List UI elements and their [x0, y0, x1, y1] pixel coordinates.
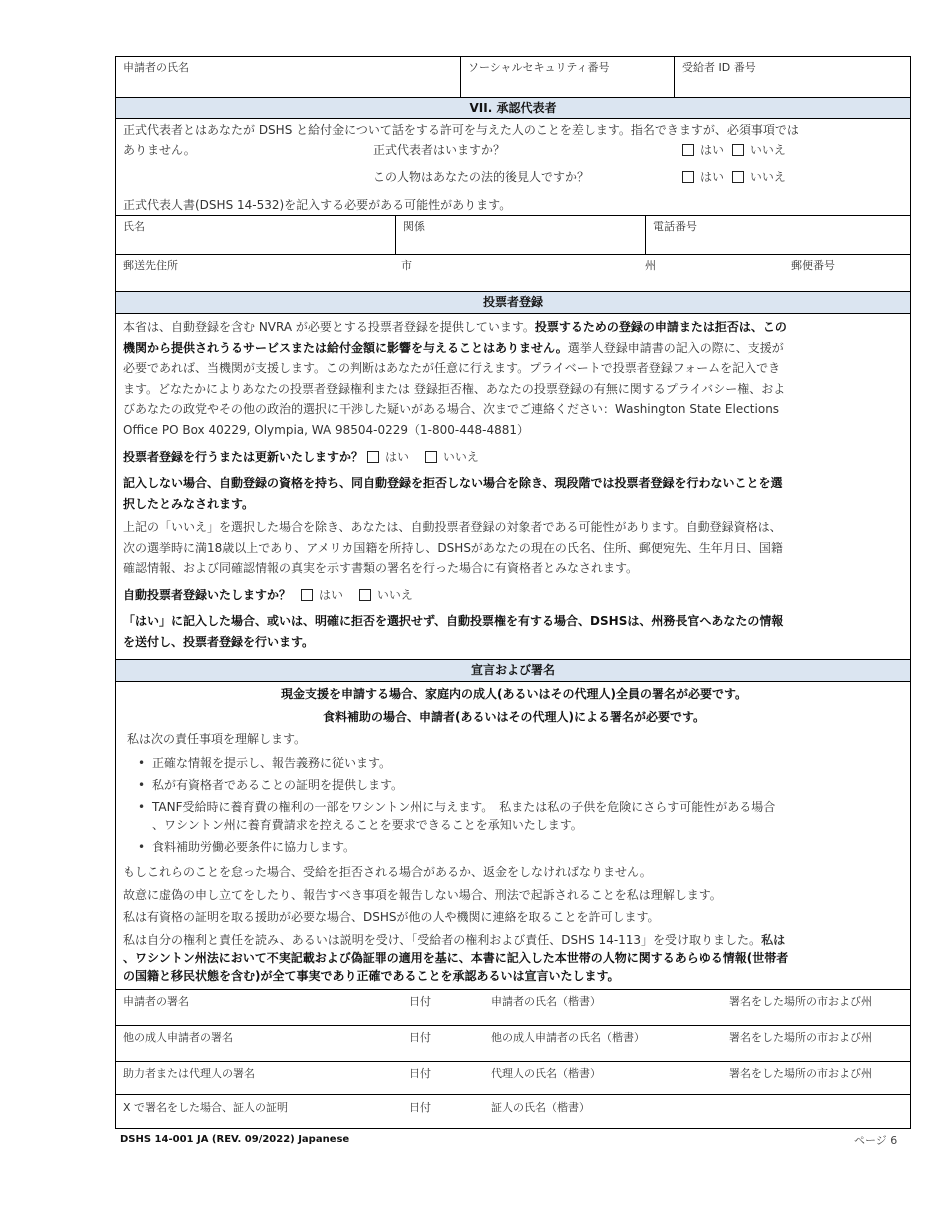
rep-city-label: 市 [401, 259, 412, 272]
rep-name-field[interactable] [116, 216, 395, 254]
cash-signature-requirement: 現金支援を申請する場合、家庭内の成人(あるいはその代理人)全員の署名が必要です。 [280, 687, 747, 701]
statement-refusal: もしこれらのことを怠った場合、受給を拒否される場合があるか、返金をしなければなりません。 [123, 865, 652, 879]
rep-relation-label: 関係 [403, 220, 425, 233]
rep-intro-line1: 正式代表者とはあなたが DSHS と給付金について話をする許可を与えた人のことを差します。指名できますが、必須事項では [123, 123, 799, 137]
voter-register-yes-checkbox[interactable] [367, 451, 379, 463]
auto-register-question: 自動投票者登録いたしますか？ [123, 588, 292, 602]
rep-guardian-options: はい いいえ [678, 168, 786, 185]
responsibility-item: • 食料補助労働必要条件に協力します。 [138, 840, 356, 854]
voter-default-notice: 記入しない場合、自動登録の資格を持ち、同自動登録を拒否しない場合を除き、現段階では投票者登録を行わないことを選 択したとみなされます。 [123, 476, 783, 511]
rep-relation-field[interactable] [396, 216, 645, 254]
ssn-label: ソーシャルセキュリティ番号 [468, 61, 610, 74]
signature-row[interactable]: X で署名をした場合、証人の証明 日付 証人の氏名（楷書） [123, 1101, 590, 1114]
rep-has-rep-options: はい いいえ [678, 141, 786, 158]
statement-prosecution: 故意に虚偽の申し立てをしたり、報告すべき事項を報告しない場合、刑法で起訴されることを私は理解します。 [123, 888, 722, 902]
voter-register-question-row: 投票者登録を行うまたは更新いたしますか？ はい いいえ [123, 450, 479, 464]
auto-register-yes-checkbox[interactable] [301, 589, 313, 601]
ssn-field[interactable] [461, 59, 674, 97]
section-voter-registration-header: 投票者登録 [116, 291, 910, 314]
rep-question-guardian: この人物はあなたの法的後見人ですか？ [373, 170, 590, 184]
rep-form-note: 正式代表人書(DSHS 14-532)を記入する必要がある可能性があります。 [123, 198, 512, 212]
has-rep-yes-checkbox[interactable] [682, 144, 694, 156]
application-form-page [115, 56, 911, 1129]
rep-question-has-rep: 正式代表者はいますか？ [373, 143, 506, 157]
rep-zip-label: 郵便番号 [791, 259, 835, 272]
responsibility-item: • 正確な情報を提示し、報告義務に従います。 [138, 756, 392, 770]
responsibility-item-continuation: 、ワシントン州に養育費請求を控えることを要求できることを承知いたします。 [152, 818, 583, 832]
recipient-id-field[interactable] [675, 59, 911, 97]
signature-row[interactable]: 申請者の署名 日付 申請者の氏名（楷書） 署名をした場所の市および州 [123, 995, 872, 1008]
signature-row[interactable]: 助力者または代理人の署名 日付 代理人の氏名（楷書） 署名をした場所の市および州 [123, 1067, 872, 1080]
voter-intro-paragraph: 本省は、自動登録を含む NVRA が必要とする投票者登録を提供しています。投票するための登録の申請または拒否は、この 機関から提供されうるサービスまたは給付金額に影響を与えることはありません。選挙人登録申請書の記入の際に、支援が 必要であれば、当機関が支援します。この判断はあなたが任意に行えます。プライベートで投票者登録フォームを記入でき ます。どなたかによりあなたの投票者登録権利または 登録拒否権、あなたの投票登録の有無に関するプライバシー権、およ びあなたの政党やその他の政治的選択に干渉した疑いがある場合、次までご連絡ください：Washington State Elections Office PO Box 40229, Olympia, WA 98504-0229（1-800-448-4881） [123, 320, 787, 437]
form-id: DSHS 14-001 JA (REV. 09/2022) Japanese [120, 1134, 350, 1145]
page-number: ページ 6 [854, 1134, 898, 1147]
auto-register-no-checkbox[interactable] [359, 589, 371, 601]
auto-register-notice: 「はい」に記入した場合、或いは、明確に拒否を選択せず、自動投票権を有する場合、DSHSは、州務長官へあなたの情報 を送付し、投票者登録を行います。 [123, 614, 784, 649]
rep-phone-field[interactable] [646, 216, 911, 254]
rep-intro-line2: ありません。 [123, 143, 196, 157]
statement-contact-permission: 私は有資格の証明を取る援助が必要な場合、DSHSが他の人や機関に連絡を取ることを許可します。 [123, 910, 660, 924]
applicant-name-label: 申請者の氏名 [123, 61, 189, 74]
responsibilities-intro: 私は次の責任事項を理解します。 [127, 732, 307, 746]
voter-register-no-checkbox[interactable] [425, 451, 437, 463]
responsibility-item: • TANF受給時に養育費の権利の一部をワシントン州に与えます。 私または私の子供を危険にさらす可能性がある場合 [138, 800, 776, 814]
rep-phone-label: 電話番号 [653, 220, 697, 233]
recipient-id-label: 受給者 ID 番号 [682, 61, 756, 74]
rep-address-field[interactable] [116, 255, 911, 291]
applicant-name-field[interactable] [116, 59, 460, 97]
voter-register-question: 投票者登録を行うまたは更新いたしますか？ [123, 450, 364, 464]
auto-register-question-row: 自動投票者登録いたしますか？ はい いいえ [123, 588, 413, 602]
rep-name-label: 氏名 [123, 220, 145, 233]
responsibility-item: • 私が有資格者であることの証明を提供します。 [138, 778, 404, 792]
guardian-yes-checkbox[interactable] [682, 171, 694, 183]
auto-registration-explanation: 上記の「いいえ」を選択した場合を除き、あなたは、自動投票者登録の対象者である可能性があります。自動登録資格は、 次の選挙時に満18歳以上であり、アメリカ国籍を所持し、DSHSがあなたの現在の氏名、住所、郵便宛先、生年月日、国籍 確認情報、および同確認情報の真実を示す書類の署名を行った場合に有資格者とみなされます。 [123, 520, 783, 575]
section-authorized-representative-header: VII. 承認代表者 [116, 97, 910, 119]
signature-row[interactable]: 他の成人申請者の署名 日付 他の成人申請者の氏名（楷書） 署名をした場所の市および州 [123, 1031, 872, 1044]
section-declaration-header: 宣言および署名 [116, 659, 910, 682]
statement-certification: 私は自分の権利と責任を読み、あるいは説明を受け、「受給者の権利および責任、DSHS 14-113」を受け取りました。私は 、ワシントン州法において不実記載および偽証罪の適用を基に、本書に記入した本世帯の人物に関するあらゆる情報(世帯者 の国籍と移民状態を含む)が全て事実であり正確であることを承認あるいは宣言いたします。 [123, 933, 789, 983]
has-rep-no-checkbox[interactable] [732, 144, 744, 156]
food-signature-requirement: 食料補助の場合、申請者(あるいはその代理人)による署名が必要です。 [322, 710, 705, 724]
rep-state-label: 州 [645, 259, 656, 272]
rep-mailing-label: 郵送先住所 [123, 259, 178, 272]
guardian-no-checkbox[interactable] [732, 171, 744, 183]
